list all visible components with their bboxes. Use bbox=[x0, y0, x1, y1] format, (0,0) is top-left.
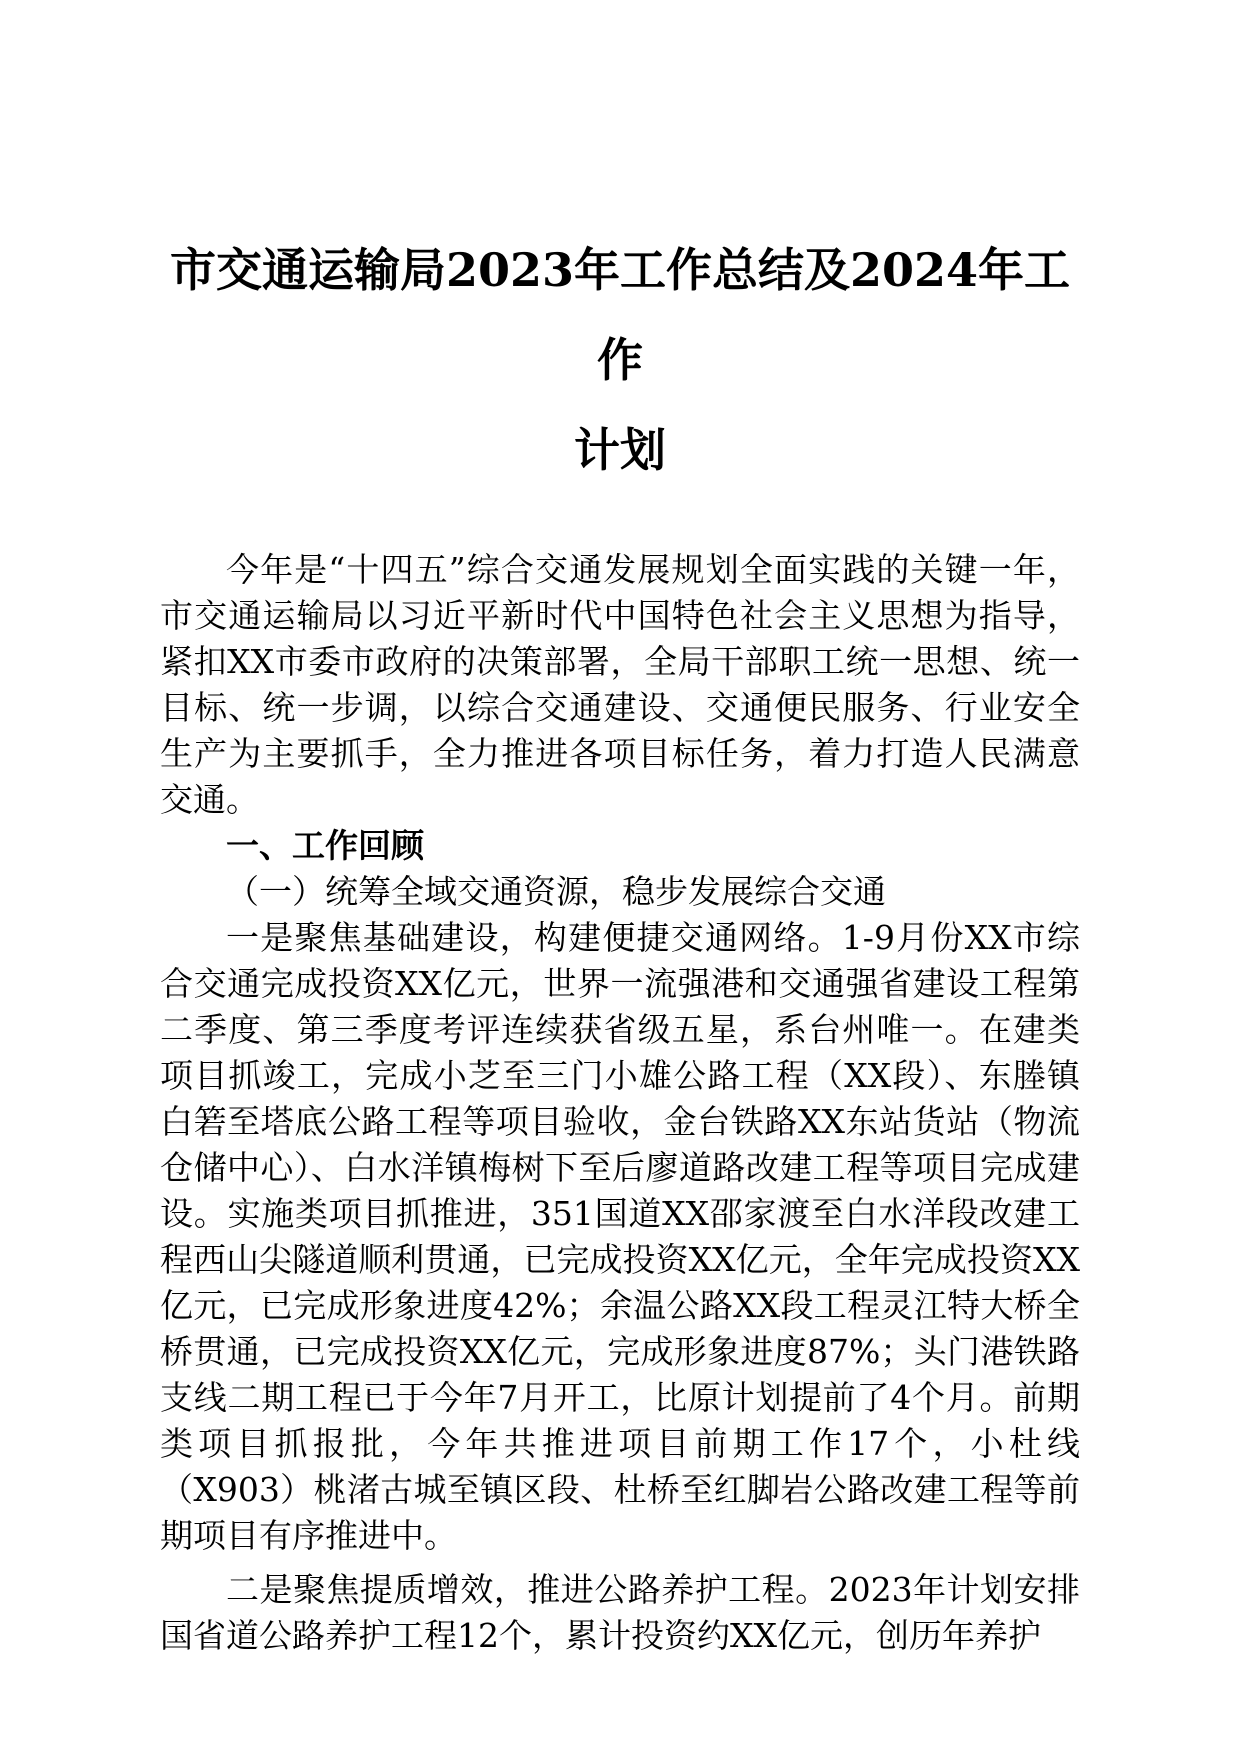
document-title bbox=[160, 225, 1080, 495]
document-page bbox=[160, 225, 1080, 1659]
title-line-1: 市交通运输局2023年工作总结及2024年工作 bbox=[169, 243, 1071, 387]
subsection-heading-1: （一）统筹全域交通资源，稳步发展综合交通 bbox=[226, 872, 886, 911]
paragraph-infrastructure: 一是聚焦基础建设，构建便捷交通网络。1-9月份XX市综合交通完成投资XX亿元，世界一流强港和交通强省建设工程第二季度、第三季度考评连续获省级五星，系台州唯一。在建类项目抓竣工，完成小芝至三门小雄公路工程（XX段）、东塍镇白箬至塔底公路工程等项目验收，金台铁路XX东站货站（物流仓储中心）、白水洋镇梅树下至后廖道路改建工程等项目完成建设。实施类项目抓推进，351国道XX邵家渡至白水洋段改建工程西山尖隧道顺利贯通，已完成投资XX亿元，全年完成投资XX亿元，已完成形象进度42%；余温公路XX段工程灵江特大桥全桥贯通，已完成投资XX亿元，完成形象进度87%；头门港铁路支线二期工程已于今年7月开工，比原计划提前了4个月。前期类项目抓报批，今年共推进项目前期工作17个，小杜线（X903）桃渚古城至镇区段、杜桥至红脚岩公路改建工程等前期项目有序推进中。 bbox=[160, 918, 1080, 1555]
section-heading-work-review: 一、工作回顾 bbox=[226, 826, 424, 865]
intro-paragraph: 今年是“十四五”综合交通发展规划全面实践的关键一年，市交通运输局以习近平新时代中国特色社会主义思想为指导，紧扣XX市委市政府的决策部署，全局干部职工统一思想、统一目标、统一步调，以综合交通建设、交通便民服务、行业安全生产为主要抓手，全力推进各项目标任务，着力打造人民满意交通。 bbox=[160, 550, 1080, 819]
document-body bbox=[160, 547, 1080, 1659]
paragraph-road-maintenance: 二是聚焦提质增效，推进公路养护工程。2023年计划安排国省道公路养护工程12个，累计投资约XX亿元，创历年养护 bbox=[160, 1570, 1080, 1655]
title-line-2: 计划 bbox=[574, 423, 666, 477]
